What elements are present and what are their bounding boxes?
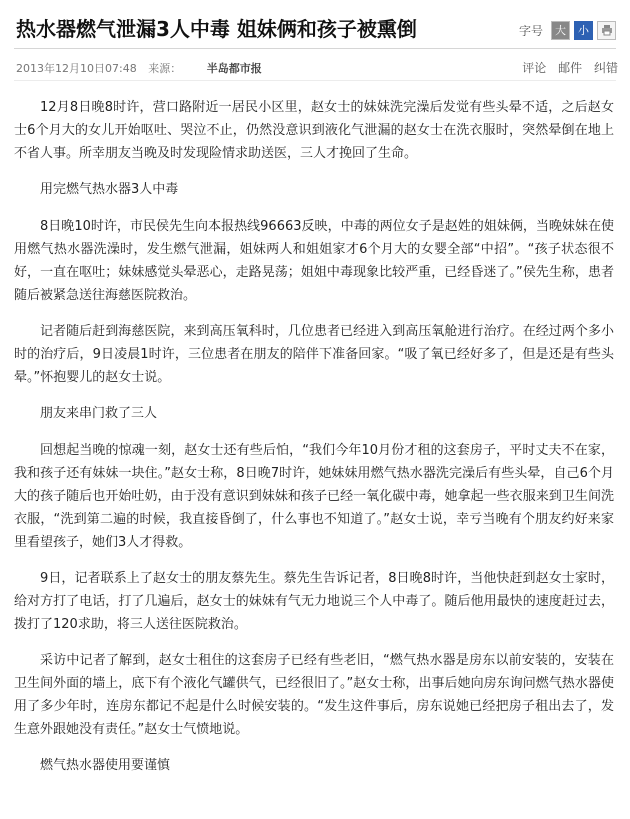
- font-small-button[interactable]: 小: [574, 21, 593, 40]
- article-meta: [16, 60, 270, 76]
- print-button[interactable]: [597, 21, 616, 40]
- title-bar: [0, 0, 630, 58]
- section-heading: 用完燃气热水器3人中毒: [40, 182, 179, 197]
- paragraph: 记者随后赶到海慈医院，来到高压氧科时，几位患者已经进入到高压氧舱进行治疗。在经过两个多小时的治疗后，9日凌晨1时许，三位患者在朋友的陪伴下准备回家。“吸了氧已经好多了，但是还是有些头晕。”怀抱婴儿的赵女士说。: [14, 324, 614, 385]
- font-size-label: 字号: [518, 23, 543, 38]
- article-title: 热水器燃气泄漏3人中毒 姐妹俩和孩子被熏倒: [16, 17, 417, 41]
- paragraph: 回想起当晚的惊魂一刻，赵女士还有些后怕，“我们今年10月份才租的这套房子，平时丈夫不在家，我和孩子还有妹妹一块住。”赵女士称，8日晚7时许，她妹妹用燃气热水器洗完澡后有些头晕，自己6个月大的孩子随后也开始吐奶，由于没有意识到妹妹和孩子已经一氧化碳中毒，她拿起一些衣服来到卫生间洗衣服，“洗到第二遍的时候，我直接昏倒了，什么事也不知道了。”赵女士说，幸亏当晚有个朋友约好来家里看望孩子，她们3人才得救。: [14, 443, 614, 550]
- section-heading: 燃气热水器使用要谨慎: [40, 758, 171, 773]
- email-link[interactable]: 邮件: [558, 61, 583, 75]
- section-heading: 朋友来串门救了三人: [40, 406, 158, 421]
- paragraph: 9日，记者联系上了赵女士的朋友蔡先生。蔡先生告诉记者，8日晚8时许，当他快赶到赵女士家时，给对方打了电话，打了几遍后，赵女士的妹妹有气无力地说三个人中毒了。随后他用最快的速度赶过去，拨打了120求助，将三人送往医院救治。: [14, 571, 614, 632]
- correction-link[interactable]: 纠错: [593, 61, 618, 75]
- article-body: [14, 96, 614, 791]
- font-size-tools: [519, 21, 616, 39]
- font-large-button[interactable]: 大: [551, 21, 570, 40]
- article-actions: [514, 59, 618, 76]
- title-divider: [14, 48, 616, 49]
- paragraph: 12月8日晚8时许，营口路附近一居民小区里，赵女士的妹妹洗完澡后发觉有些头晕不适，之后赵女士6个月大的女儿开始呕吐、哭泣不止，仍然没意识到液化气泄漏的赵女士在洗衣服时，突然晕倒在地上不省人事。所幸朋友当晚及时发现险情求助送医，三人才挽回了生命。: [14, 100, 614, 161]
- source-name: 半岛都市报: [206, 62, 262, 75]
- paragraph: 采访中记者了解到，赵女士租住的这套房子已经有些老旧，“燃气热水器是房东以前安装的，安装在卫生间外面的墙上，底下有个液化气罐供气，已经很旧了。”赵女士称，出事后她向房东询问燃气热水器使用了多少年时，连房东都记不起是什么时候安装的。“发生这件事后，房东说她已经把房子租出去了，发生意外跟她没有责任。”赵女士气愤地说。: [14, 653, 614, 737]
- meta-divider: [14, 80, 616, 81]
- publish-datetime: 2013年12月10日07:48: [16, 62, 137, 75]
- source-label: 来源：: [148, 62, 182, 75]
- printer-icon: [601, 24, 613, 36]
- comment-link[interactable]: 评论: [522, 61, 547, 75]
- paragraph: 8日晚10时许，市民侯先生向本报热线96663反映，中毒的两位女子是赵姓的姐妹俩，当晚妹妹在使用燃气热水器洗澡时，发生燃气泄漏，姐妹两人和姐姐家才6个月大的女婴全部“中招”。“孩子状态很不好，一直在呕吐；妹妹感觉头晕恶心，走路晃荡；姐姐中毒现象比较严重，已经昏迷了。”侯先生称，患者随后被紧急送往海慈医院救治。: [14, 219, 614, 303]
